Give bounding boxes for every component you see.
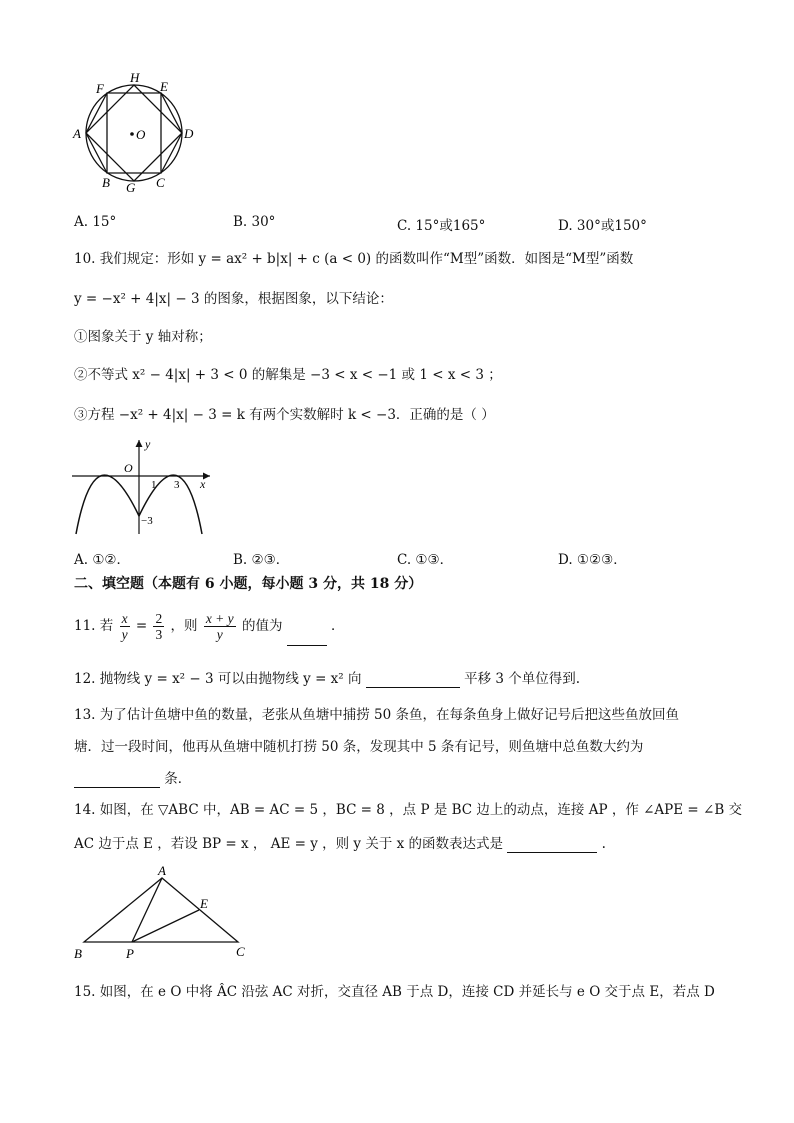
- q11-frac-2-over-3: $\frac{2}{3}$: [155, 611, 163, 642]
- q11: [74, 606, 345, 646]
- circle-figure: [60, 66, 210, 198]
- q14-line2: [74, 835, 606, 853]
- q9-option-c[interactable]: C. 15°或165°: [397, 218, 486, 234]
- q13-line2: 塘．过一段时间，他再从鱼塘中随机打捞 50 条，发现其中 5 条有记号，则鱼塘中总鱼数大约为: [74, 739, 644, 755]
- graph-label-x: x: [200, 477, 206, 491]
- graph-label-y: y: [145, 437, 151, 451]
- q14-end: .: [601, 836, 606, 852]
- section-2-heading: 二、填空题（本题有 6 小题，每小题 3 分，共 18 分）: [74, 576, 423, 592]
- m-function-graph: [66, 436, 216, 538]
- graph-label-neg3: −3: [141, 515, 153, 527]
- q10-item1: ①图象关于 y 轴对称；: [74, 329, 212, 345]
- graph-label-3: 3: [174, 479, 180, 491]
- q10-option-d[interactable]: D. ①②③．: [558, 552, 627, 568]
- q11-eq: =: [135, 618, 148, 634]
- q11-pre: 11. 若: [74, 618, 114, 634]
- label-F: F: [96, 81, 104, 96]
- q9-option-a[interactable]: A. 15°: [74, 214, 117, 230]
- q11-frac-x-over-y: $\frac{x}{y}$: [121, 611, 128, 642]
- q10-option-a[interactable]: A. ①②．: [74, 552, 131, 568]
- label-D: D: [184, 126, 194, 141]
- q11-frac-xplusy-over-y: $\frac{x + y}{y}$: [205, 611, 234, 642]
- q9-option-b[interactable]: B. 30°: [233, 214, 276, 230]
- q14-answer-blank[interactable]: [507, 838, 597, 853]
- q12-answer-blank[interactable]: [366, 673, 460, 688]
- q11-answer-blank[interactable]: [287, 631, 327, 646]
- q10-option-b[interactable]: B. ②③．: [233, 552, 290, 568]
- label-E: E: [160, 79, 168, 94]
- q13-line1: 13. 为了估计鱼塘中鱼的数量，老张从鱼塘中捕捞 50 条鱼，在每条鱼身上做好记号后把这些鱼放回鱼: [74, 707, 680, 723]
- q10-item2: ②不等式 x² − 4|x| + 3 < 0 的解集是 −3 < x < −1 或 1 < x < 3 ；: [74, 367, 502, 383]
- tri-label-C: C: [236, 944, 245, 959]
- q12: [74, 670, 580, 688]
- q10-line1: 10. 我们规定：形如 y = ax² + b|x| + c (a < 0) 的函数叫作“M型”函数．如图是“M型”函数: [74, 251, 634, 267]
- q15-line1: 15. 如图，在 e O 中将 ÂC 沿弦 AC 对折，交直径 AB 于点 D，连接 CD 并延长与 e O 交于点 E，若点 D: [74, 984, 715, 1000]
- q11-post: 的值为: [241, 618, 283, 634]
- label-G: G: [126, 180, 136, 195]
- q10-item3: ③方程 −x² + 4|x| − 3 = k 有两个实数解时 k < −3．正确的是（ ）: [74, 407, 495, 423]
- q14-line1: 14. 如图，在 ▽ABC 中，AB = AC = 5 ，BC = 8 ，点 P 是 BC 边上的动点，连接 AP ，作 ∠APE = ∠B 交: [74, 802, 743, 818]
- graph-label-1: 1: [151, 479, 157, 491]
- label-H: H: [130, 70, 140, 85]
- q14-line2-text: AC 边于点 E ，若设 BP = x ， AE = y ，则 y 关于 x 的函数表达式是: [74, 836, 504, 852]
- tri-label-A: A: [158, 864, 166, 878]
- q12-text: 12. 抛物线 y = x² − 3 可以由抛物线 y = x² 向: [74, 671, 362, 687]
- tri-label-B: B: [74, 946, 82, 961]
- q12-end: 平移 3 个单位得到.: [464, 671, 581, 687]
- q13-line3: [74, 770, 191, 788]
- label-B: B: [102, 175, 110, 190]
- label-C: C: [156, 175, 165, 190]
- q13-answer-blank[interactable]: [74, 773, 160, 788]
- q9-option-d[interactable]: D. 30°或150°: [558, 218, 647, 234]
- tri-label-P: P: [126, 946, 134, 961]
- q10-option-c[interactable]: C. ①③．: [397, 552, 454, 568]
- q10-line2: y = −x² + 4|x| − 3 的图象，根据图象，以下结论：: [74, 291, 393, 307]
- label-A: A: [73, 126, 81, 141]
- q13-end: 条．: [164, 771, 192, 787]
- label-O: O: [136, 127, 146, 142]
- q11-end: ．: [331, 618, 345, 634]
- graph-label-O: O: [124, 461, 133, 475]
- triangle-figure: [66, 864, 256, 964]
- q11-mid: ，则: [170, 618, 198, 634]
- tri-label-E: E: [200, 896, 208, 911]
